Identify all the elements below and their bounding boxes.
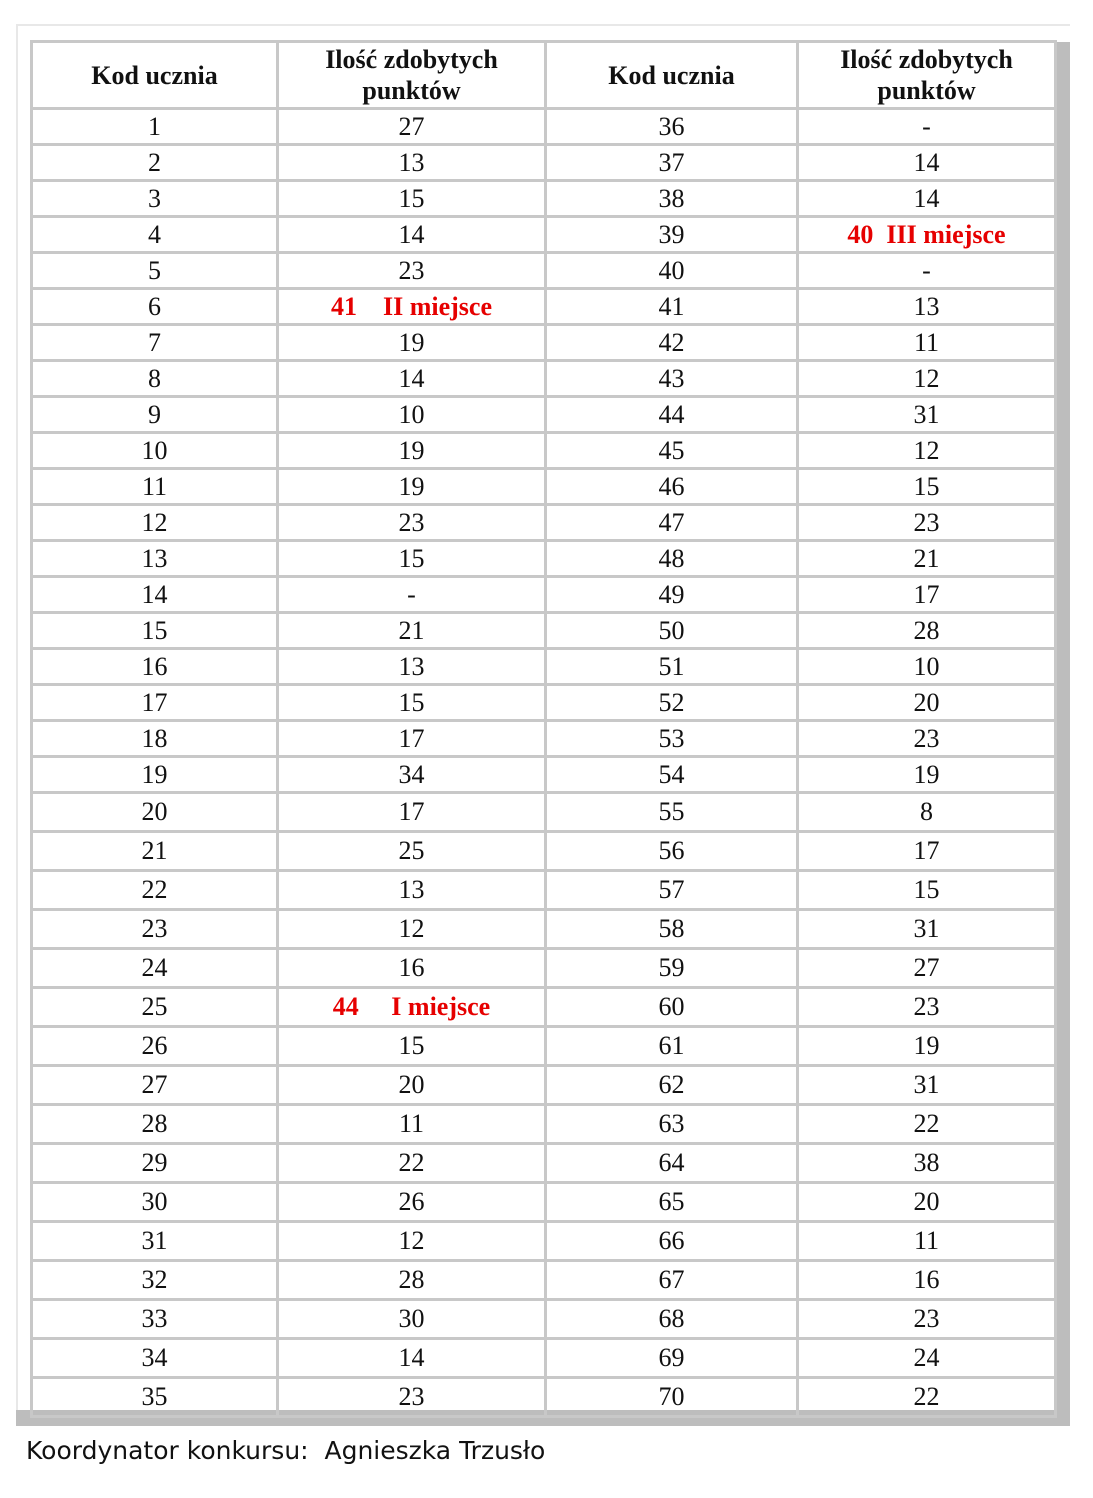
points-right: 23 bbox=[798, 505, 1056, 541]
table-row bbox=[32, 1261, 1056, 1300]
student-code-left: 35 bbox=[32, 1378, 278, 1417]
table-row bbox=[32, 361, 1056, 397]
student-code-right: 67 bbox=[546, 1261, 798, 1300]
points-right: 10 bbox=[798, 649, 1056, 685]
points-right: 11 bbox=[798, 325, 1056, 361]
student-code-right: 51 bbox=[546, 649, 798, 685]
student-code-right: 52 bbox=[546, 685, 798, 721]
student-code-left: 4 bbox=[32, 217, 278, 253]
student-code-left: 18 bbox=[32, 721, 278, 757]
table-row bbox=[32, 910, 1056, 949]
student-code-left: 3 bbox=[32, 181, 278, 217]
student-code-left: 33 bbox=[32, 1300, 278, 1339]
points-right: 11 bbox=[798, 1222, 1056, 1261]
points-right: 8 bbox=[798, 793, 1056, 832]
table-row bbox=[32, 1144, 1056, 1183]
points-left: 19 bbox=[278, 469, 546, 505]
table-row bbox=[32, 685, 1056, 721]
student-code-right: 42 bbox=[546, 325, 798, 361]
points-right: 24 bbox=[798, 1339, 1056, 1378]
points-right: 31 bbox=[798, 1066, 1056, 1105]
points-left: 10 bbox=[278, 397, 546, 433]
student-code-right: 36 bbox=[546, 109, 798, 145]
student-code-left: 21 bbox=[32, 832, 278, 871]
student-code-right: 44 bbox=[546, 397, 798, 433]
student-code-left: 23 bbox=[32, 910, 278, 949]
points-right: 16 bbox=[798, 1261, 1056, 1300]
points-right: 23 bbox=[798, 1300, 1056, 1339]
student-code-left: 30 bbox=[32, 1183, 278, 1222]
table-row bbox=[32, 253, 1056, 289]
table-row bbox=[32, 793, 1056, 832]
table-row bbox=[32, 1105, 1056, 1144]
student-code-left: 6 bbox=[32, 289, 278, 325]
student-code-left: 1 bbox=[32, 109, 278, 145]
points-left: 30 bbox=[278, 1300, 546, 1339]
points-left: 15 bbox=[278, 541, 546, 577]
points-right: - bbox=[798, 109, 1056, 145]
student-code-right: 54 bbox=[546, 757, 798, 793]
points-left: 12 bbox=[278, 1222, 546, 1261]
student-code-right: 40 bbox=[546, 253, 798, 289]
student-code-left: 14 bbox=[32, 577, 278, 613]
points-left: 34 bbox=[278, 757, 546, 793]
table-row bbox=[32, 289, 1056, 325]
points-left: 20 bbox=[278, 1066, 546, 1105]
points-right: 13 bbox=[798, 289, 1056, 325]
student-code-right: 55 bbox=[546, 793, 798, 832]
student-code-right: 66 bbox=[546, 1222, 798, 1261]
points-right: 19 bbox=[798, 1027, 1056, 1066]
points-left: 23 bbox=[278, 253, 546, 289]
student-code-right: 39 bbox=[546, 217, 798, 253]
points-right: 14 bbox=[798, 145, 1056, 181]
points-left-place-award: 41 II miejsce bbox=[278, 289, 546, 325]
points-right: 31 bbox=[798, 910, 1056, 949]
student-code-right: 38 bbox=[546, 181, 798, 217]
student-code-right: 58 bbox=[546, 910, 798, 949]
points-left: 17 bbox=[278, 793, 546, 832]
table-row bbox=[32, 757, 1056, 793]
student-code-left: 2 bbox=[32, 145, 278, 181]
points-left: 27 bbox=[278, 109, 546, 145]
points-left: 11 bbox=[278, 1105, 546, 1144]
student-code-left: 31 bbox=[32, 1222, 278, 1261]
student-code-right: 62 bbox=[546, 1066, 798, 1105]
points-right: 15 bbox=[798, 469, 1056, 505]
results-body bbox=[32, 109, 1056, 1417]
header-points-right: Ilość zdobytych punktów bbox=[798, 42, 1056, 109]
student-code-right: 45 bbox=[546, 433, 798, 469]
points-right: 17 bbox=[798, 577, 1056, 613]
table-row bbox=[32, 1183, 1056, 1222]
student-code-right: 47 bbox=[546, 505, 798, 541]
points-left-place-award: 44 I miejsce bbox=[278, 988, 546, 1027]
table-row bbox=[32, 949, 1056, 988]
points-left: 26 bbox=[278, 1183, 546, 1222]
table-row bbox=[32, 871, 1056, 910]
points-right: 12 bbox=[798, 433, 1056, 469]
table-row bbox=[32, 649, 1056, 685]
student-code-left: 10 bbox=[32, 433, 278, 469]
points-right: 15 bbox=[798, 871, 1056, 910]
table-row bbox=[32, 1222, 1056, 1261]
points-right: 20 bbox=[798, 685, 1056, 721]
student-code-left: 12 bbox=[32, 505, 278, 541]
table-row bbox=[32, 1027, 1056, 1066]
student-code-right: 59 bbox=[546, 949, 798, 988]
student-code-left: 20 bbox=[32, 793, 278, 832]
student-code-left: 22 bbox=[32, 871, 278, 910]
student-code-left: 34 bbox=[32, 1339, 278, 1378]
student-code-right: 50 bbox=[546, 613, 798, 649]
student-code-left: 16 bbox=[32, 649, 278, 685]
table-row bbox=[32, 721, 1056, 757]
table-row bbox=[32, 1339, 1056, 1378]
student-code-left: 28 bbox=[32, 1105, 278, 1144]
student-code-right: 49 bbox=[546, 577, 798, 613]
points-left: 28 bbox=[278, 1261, 546, 1300]
points-left: 13 bbox=[278, 649, 546, 685]
points-right: 21 bbox=[798, 541, 1056, 577]
points-right: 19 bbox=[798, 757, 1056, 793]
table-row bbox=[32, 217, 1056, 253]
points-left: - bbox=[278, 577, 546, 613]
points-right: 22 bbox=[798, 1378, 1056, 1417]
results-table bbox=[30, 40, 1057, 1418]
table-row bbox=[32, 1066, 1056, 1105]
table-row bbox=[32, 988, 1056, 1027]
points-right: 14 bbox=[798, 181, 1056, 217]
points-left: 14 bbox=[278, 361, 546, 397]
student-code-right: 69 bbox=[546, 1339, 798, 1378]
points-left: 25 bbox=[278, 832, 546, 871]
table-row bbox=[32, 832, 1056, 871]
student-code-left: 32 bbox=[32, 1261, 278, 1300]
points-right: 17 bbox=[798, 832, 1056, 871]
coordinator-note: Koordynator konkursu: Agnieszka Trzusło bbox=[26, 1436, 546, 1465]
table-row bbox=[32, 577, 1056, 613]
points-left: 22 bbox=[278, 1144, 546, 1183]
header-points-left: Ilość zdobytych punktów bbox=[278, 42, 546, 109]
table-row bbox=[32, 325, 1056, 361]
points-right: 20 bbox=[798, 1183, 1056, 1222]
student-code-right: 63 bbox=[546, 1105, 798, 1144]
points-right: - bbox=[798, 253, 1056, 289]
points-left: 23 bbox=[278, 505, 546, 541]
student-code-left: 26 bbox=[32, 1027, 278, 1066]
student-code-right: 60 bbox=[546, 988, 798, 1027]
table-row bbox=[32, 109, 1056, 145]
table-row bbox=[32, 181, 1056, 217]
table-row bbox=[32, 433, 1056, 469]
points-left: 15 bbox=[278, 1027, 546, 1066]
student-code-left: 15 bbox=[32, 613, 278, 649]
student-code-right: 48 bbox=[546, 541, 798, 577]
student-code-right: 43 bbox=[546, 361, 798, 397]
student-code-right: 57 bbox=[546, 871, 798, 910]
table-row bbox=[32, 541, 1056, 577]
points-left: 12 bbox=[278, 910, 546, 949]
points-left: 15 bbox=[278, 181, 546, 217]
student-code-left: 8 bbox=[32, 361, 278, 397]
table-row bbox=[32, 1300, 1056, 1339]
student-code-right: 68 bbox=[546, 1300, 798, 1339]
student-code-left: 5 bbox=[32, 253, 278, 289]
student-code-left: 29 bbox=[32, 1144, 278, 1183]
student-code-left: 13 bbox=[32, 541, 278, 577]
points-left: 21 bbox=[278, 613, 546, 649]
student-code-left: 19 bbox=[32, 757, 278, 793]
table-row bbox=[32, 1378, 1056, 1417]
points-left: 13 bbox=[278, 145, 546, 181]
student-code-left: 7 bbox=[32, 325, 278, 361]
points-right: 23 bbox=[798, 721, 1056, 757]
points-right: 38 bbox=[798, 1144, 1056, 1183]
student-code-right: 61 bbox=[546, 1027, 798, 1066]
table-row bbox=[32, 469, 1056, 505]
header-row bbox=[32, 42, 1056, 109]
student-code-left: 24 bbox=[32, 949, 278, 988]
student-code-right: 65 bbox=[546, 1183, 798, 1222]
student-code-left: 25 bbox=[32, 988, 278, 1027]
student-code-right: 64 bbox=[546, 1144, 798, 1183]
table-row bbox=[32, 505, 1056, 541]
points-left: 15 bbox=[278, 685, 546, 721]
student-code-left: 27 bbox=[32, 1066, 278, 1105]
points-left: 13 bbox=[278, 871, 546, 910]
points-right: 28 bbox=[798, 613, 1056, 649]
points-left: 14 bbox=[278, 217, 546, 253]
points-left: 16 bbox=[278, 949, 546, 988]
points-right: 27 bbox=[798, 949, 1056, 988]
points-right-place-award: 40 III miejsce bbox=[798, 217, 1056, 253]
header-student-code-right: Kod ucznia bbox=[546, 42, 798, 109]
student-code-right: 56 bbox=[546, 832, 798, 871]
student-code-left: 17 bbox=[32, 685, 278, 721]
student-code-right: 37 bbox=[546, 145, 798, 181]
header-student-code-left: Kod ucznia bbox=[32, 42, 278, 109]
points-right: 12 bbox=[798, 361, 1056, 397]
student-code-left: 9 bbox=[32, 397, 278, 433]
table-row bbox=[32, 397, 1056, 433]
student-code-right: 46 bbox=[546, 469, 798, 505]
table-row bbox=[32, 145, 1056, 181]
student-code-right: 41 bbox=[546, 289, 798, 325]
student-code-left: 11 bbox=[32, 469, 278, 505]
points-right: 31 bbox=[798, 397, 1056, 433]
points-left: 19 bbox=[278, 325, 546, 361]
points-left: 17 bbox=[278, 721, 546, 757]
points-left: 14 bbox=[278, 1339, 546, 1378]
student-code-right: 53 bbox=[546, 721, 798, 757]
points-right: 23 bbox=[798, 988, 1056, 1027]
points-right: 22 bbox=[798, 1105, 1056, 1144]
points-left: 19 bbox=[278, 433, 546, 469]
points-left: 23 bbox=[278, 1378, 546, 1417]
table-row bbox=[32, 613, 1056, 649]
student-code-right: 70 bbox=[546, 1378, 798, 1417]
